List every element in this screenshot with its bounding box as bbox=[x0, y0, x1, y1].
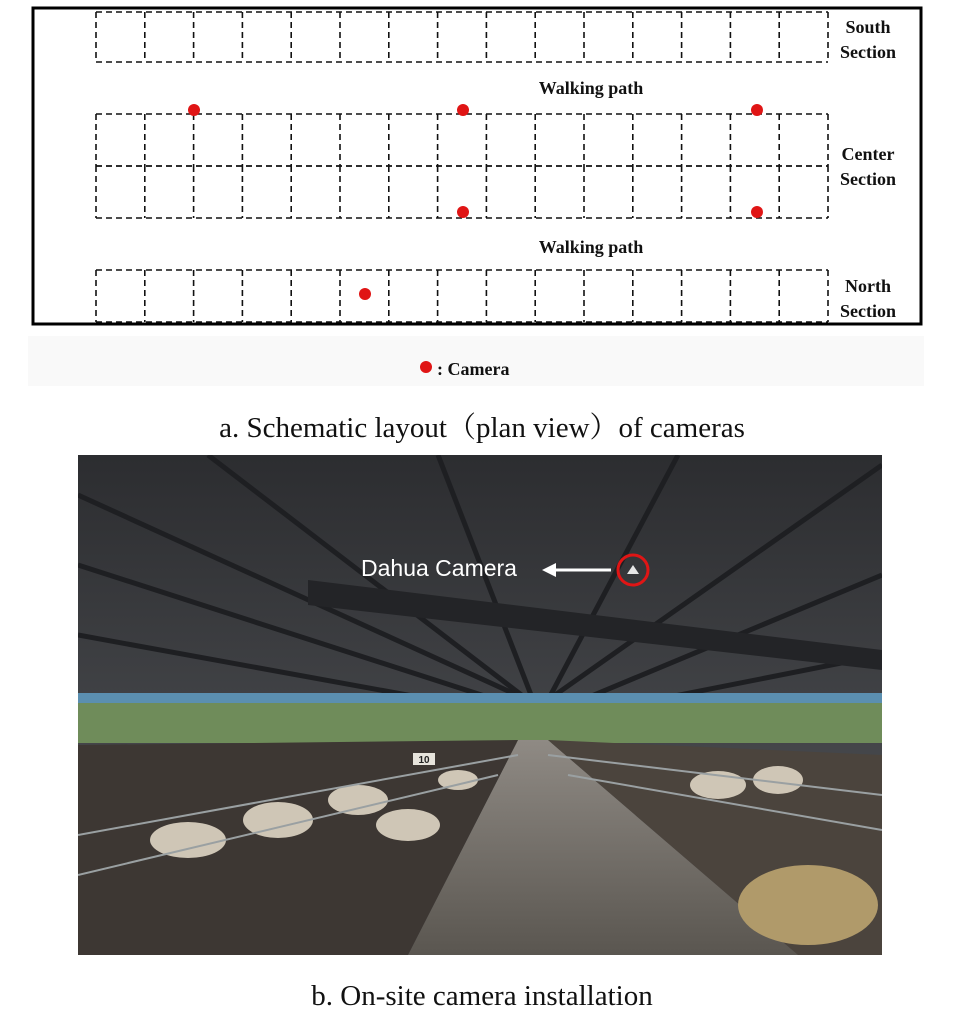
camera-marker bbox=[457, 206, 469, 218]
south-section-label-line2: Section bbox=[840, 42, 896, 62]
north-section-label-line2: Section bbox=[840, 301, 896, 321]
barn-photo bbox=[78, 455, 882, 955]
camera-marker bbox=[751, 206, 763, 218]
caption-a: a. Schematic layout（plan view）of cameras bbox=[219, 412, 745, 444]
legend-camera-dot bbox=[420, 361, 432, 373]
camera-marker bbox=[457, 104, 469, 116]
walking-path-label-bottom: Walking path bbox=[538, 237, 644, 257]
center-section-label-line2: Section bbox=[840, 169, 896, 189]
dahua-camera-label: Dahua Camera bbox=[361, 555, 517, 581]
south-section-label-line1: South bbox=[845, 17, 891, 37]
camera-marker bbox=[751, 104, 763, 116]
caption-b: b. On-site camera installation bbox=[311, 980, 653, 1012]
legend-camera-label: : Camera bbox=[437, 359, 510, 379]
trees-band bbox=[78, 703, 882, 743]
layout-schematic bbox=[0, 0, 964, 400]
north-section-label-line1: North bbox=[845, 276, 891, 296]
walking-path-label-top: Walking path bbox=[538, 78, 644, 98]
pen-grid bbox=[96, 12, 828, 322]
barn-illustration bbox=[78, 455, 882, 955]
center-section-label-line1: Center bbox=[841, 144, 895, 164]
hay-pile bbox=[738, 865, 878, 945]
camera-marker bbox=[188, 104, 200, 116]
camera-marker bbox=[359, 288, 371, 300]
pen-sign-number: 10 bbox=[418, 755, 430, 766]
